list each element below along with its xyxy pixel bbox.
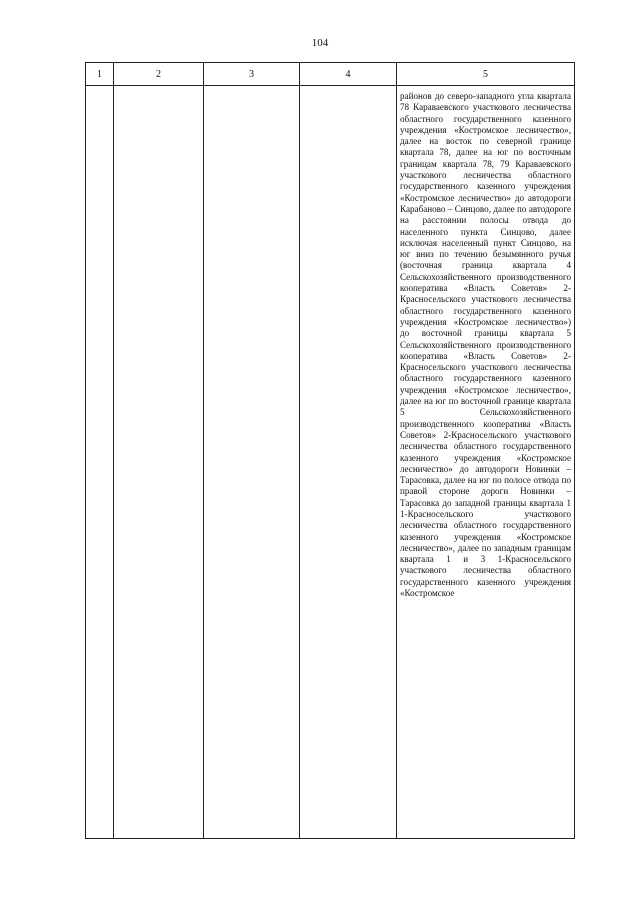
header-col-1: 1	[86, 63, 114, 86]
document-table	[85, 62, 575, 839]
header-col-4: 4	[300, 63, 397, 86]
cell-col-4	[300, 86, 397, 839]
cell-col-2	[114, 86, 204, 839]
header-col-3: 3	[204, 63, 300, 86]
cell-col-1	[86, 86, 114, 839]
page-number: 104	[311, 37, 329, 49]
header-col-2: 2	[114, 63, 204, 86]
table-header-row	[86, 63, 575, 86]
cell-col-3	[204, 86, 300, 839]
header-col-5: 5	[397, 63, 575, 86]
boundary-description-text: районов до северо-западного угла квартала 78 Караваевского участкового лесничества областного государственного казенного учреждения «Костромское лесничество», далее на восток по северной границе квартала 78, далее на юг по восточным границам квартала 78, 79 Караваевского участкового лесничества областного государственного казенного учреждения «Костромское лесничество» до автодороги Карабаново – Синцово, далее по автодороге на расстоянии полосы отвода до населенного пункта Синцово, далее исключая населенный пункт Синцово, на юг вниз по течению безымянного ручья (восточная граница квартала 4 Сельскохозяйственного производственного кооператива «Власть Советов» 2-Красносельского участкового лесничества областного государственного казенного учреждения «Костромское лесничество») до восточной границы квартала 5 Сельскохозяйственного производственного кооператива «Власть Советов» 2-Красносельского участкового лесничества областного государственного казенного учреждения «Костромское лесничество», далее на юг по восточной границе квартала 5 Сельскохозяйственного производственного кооператива «Власть Советов» 2-Красносельского участкового лесничества областного государственного казенного учреждения «Костромское лесничество» до автодороги Новинки – Тарасовка, далее на юг по полосе отвода по правой стороне дороги Новинки – Тарасовка до западной границы квартала 1 1-Красносельского участкового лесничества областного государственного казенного учреждения «Костромское лесничество», далее по западным границам квартала 1 и 3 1-Красносельского участкового лесничества областного государственного казенного учреждения «Костромское	[397, 86, 575, 839]
table-row	[86, 86, 575, 839]
